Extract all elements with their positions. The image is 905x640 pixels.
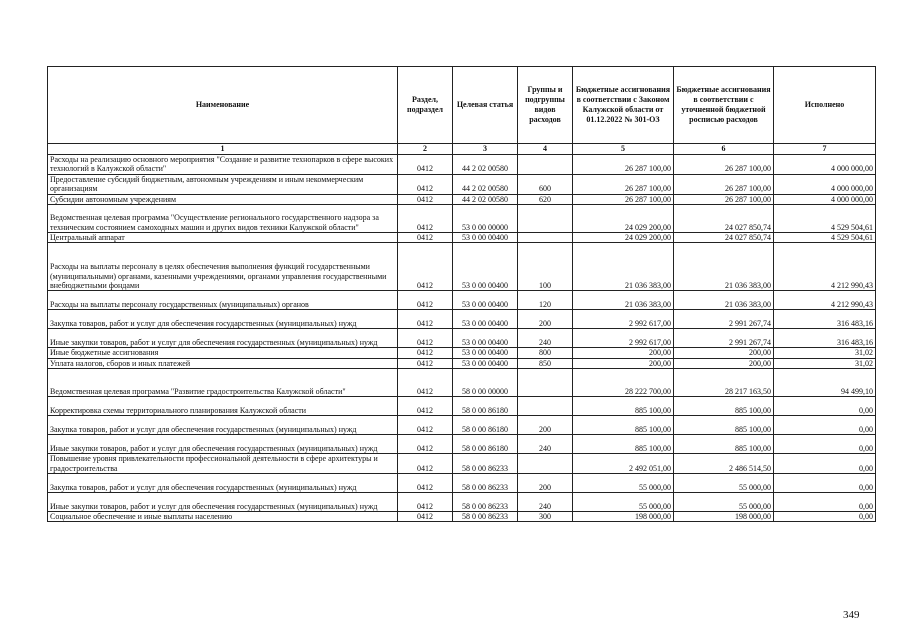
cell-name: Центральный аппарат [48,233,398,243]
cell-group: 120 [518,291,573,310]
cell-name: Корректировка схемы территориального планирования Калужской области [48,397,398,416]
cell-target: 58 0 00 86180 [453,416,518,435]
cell-refined: 24 027 850,74 [674,233,774,243]
cell-target: 58 0 00 86233 [453,493,518,512]
cell-refined: 21 036 383,00 [674,243,774,291]
cell-group: 200 [518,416,573,435]
cell-group: 850 [518,358,573,368]
cell-section: 0412 [398,369,453,397]
table-row [48,397,876,416]
cell-law: 26 287 100,00 [573,155,674,175]
cell-section: 0412 [398,358,453,368]
cell-name: Субсидии автономным учреждениям [48,194,398,204]
cell-section: 0412 [398,233,453,243]
cell-refined: 885 100,00 [674,416,774,435]
column-number: 5 [573,144,674,155]
cell-executed: 0,00 [774,474,876,493]
cell-target: 53 0 00 00400 [453,233,518,243]
cell-target: 44 2 02 00580 [453,174,518,194]
cell-executed: 0,00 [774,454,876,474]
cell-refined: 885 100,00 [674,397,774,416]
cell-section: 0412 [398,243,453,291]
cell-target: 53 0 00 00000 [453,205,518,233]
cell-target: 53 0 00 00400 [453,243,518,291]
header-law: Бюджетные ассигнования в соответствии с Законом Калужской области от 01.12.2022 № 301-ОЗ [573,67,674,144]
cell-refined: 55 000,00 [674,474,774,493]
cell-law: 2 992 617,00 [573,310,674,329]
cell-group: 240 [518,329,573,348]
cell-executed: 4 000 000,00 [774,174,876,194]
cell-target: 58 0 00 86180 [453,435,518,454]
table-row [48,512,876,522]
table-row [48,416,876,435]
cell-section: 0412 [398,416,453,435]
cell-name: Расходы на реализацию основного мероприятия "Создание и развитие технопарков в сфере высоких технологий в Калужской области" [48,155,398,175]
cell-target: 53 0 00 00400 [453,358,518,368]
cell-name: Закупка товаров, работ и услуг для обеспечения государственных (муниципальных) нужд [48,474,398,493]
cell-section: 0412 [398,329,453,348]
cell-refined: 200,00 [674,348,774,358]
cell-target: 53 0 00 00400 [453,329,518,348]
cell-executed: 4 212 990,43 [774,243,876,291]
header-name: Наименование [48,67,398,144]
cell-law: 21 036 383,00 [573,243,674,291]
table-row [48,474,876,493]
cell-section: 0412 [398,155,453,175]
cell-refined: 200,00 [674,358,774,368]
column-number: 1 [48,144,398,155]
cell-law: 198 000,00 [573,512,674,522]
table-row [48,205,876,233]
cell-executed: 316 483,16 [774,310,876,329]
cell-group [518,233,573,243]
cell-name: Повышение уровня привлекательности профессиональной деятельности в сфере архитектуры и градостроительства [48,454,398,474]
cell-law: 26 287 100,00 [573,174,674,194]
cell-group [518,454,573,474]
table-body [48,155,876,522]
cell-section: 0412 [398,512,453,522]
cell-target: 58 0 00 00000 [453,369,518,397]
cell-law: 55 000,00 [573,493,674,512]
cell-executed: 4 529 504,61 [774,233,876,243]
cell-refined: 21 036 383,00 [674,291,774,310]
cell-name: Расходы на выплаты персоналу в целях обеспечения выполнения функций государственными (муниципальными) органами, казенными учреждениями, органами управления государственными внебюджетными фондами [48,243,398,291]
cell-executed: 0,00 [774,512,876,522]
cell-refined: 26 287 100,00 [674,155,774,175]
cell-law: 200,00 [573,348,674,358]
table-row [48,454,876,474]
cell-law: 200,00 [573,358,674,368]
cell-law: 885 100,00 [573,397,674,416]
cell-group: 300 [518,512,573,522]
cell-executed: 4 212 990,43 [774,291,876,310]
cell-name: Иные закупки товаров, работ и услуг для обеспечения государственных (муниципальных) нужд [48,493,398,512]
cell-target: 58 0 00 86233 [453,454,518,474]
cell-name: Иные закупки товаров, работ и услуг для обеспечения государственных (муниципальных) нужд [48,435,398,454]
cell-section: 0412 [398,194,453,204]
table-row [48,329,876,348]
cell-name: Иные закупки товаров, работ и услуг для обеспечения государственных (муниципальных) нужд [48,329,398,348]
cell-executed: 316 483,16 [774,329,876,348]
cell-name: Уплата налогов, сборов и иных платежей [48,358,398,368]
column-number: 4 [518,144,573,155]
cell-target: 53 0 00 00400 [453,348,518,358]
cell-refined: 26 287 100,00 [674,194,774,204]
cell-group: 240 [518,435,573,454]
cell-executed: 0,00 [774,397,876,416]
cell-refined: 2 991 267,74 [674,310,774,329]
cell-group: 800 [518,348,573,358]
cell-refined: 2 991 267,74 [674,329,774,348]
column-number: 6 [674,144,774,155]
cell-executed: 31,02 [774,348,876,358]
table-row [48,155,876,175]
cell-section: 0412 [398,474,453,493]
cell-group [518,155,573,175]
table-row [48,358,876,368]
cell-law: 885 100,00 [573,416,674,435]
cell-executed: 4 000 000,00 [774,194,876,204]
column-number: 7 [774,144,876,155]
cell-executed: 4 529 504,61 [774,205,876,233]
cell-target: 58 0 00 86233 [453,474,518,493]
cell-target: 53 0 00 00400 [453,310,518,329]
column-number: 3 [453,144,518,155]
table-row [48,348,876,358]
cell-section: 0412 [398,291,453,310]
cell-law: 24 029 200,00 [573,233,674,243]
cell-section: 0412 [398,397,453,416]
cell-law: 28 222 700,00 [573,369,674,397]
cell-section: 0412 [398,348,453,358]
cell-refined: 26 287 100,00 [674,174,774,194]
table-row [48,291,876,310]
cell-law: 24 029 200,00 [573,205,674,233]
table-row [48,435,876,454]
header-target: Целевая статья [453,67,518,144]
table-row [48,369,876,397]
cell-section: 0412 [398,454,453,474]
cell-law: 885 100,00 [573,435,674,454]
cell-group: 240 [518,493,573,512]
cell-target: 58 0 00 86180 [453,397,518,416]
cell-group: 200 [518,474,573,493]
header-group: Группы и подгруппы видов расходов [518,67,573,144]
table-row [48,233,876,243]
cell-group [518,397,573,416]
cell-name: Ведомственная целевая программа "Развитие градостроительства Калужской области" [48,369,398,397]
cell-section: 0412 [398,493,453,512]
cell-target: 44 2 02 00580 [453,194,518,204]
cell-refined: 198 000,00 [674,512,774,522]
table-row [48,194,876,204]
cell-refined: 28 217 163,50 [674,369,774,397]
cell-name: Закупка товаров, работ и услуг для обеспечения государственных (муниципальных) нужд [48,310,398,329]
cell-law: 2 992 617,00 [573,329,674,348]
cell-section: 0412 [398,310,453,329]
cell-executed: 94 499,10 [774,369,876,397]
cell-target: 44 2 02 00580 [453,155,518,175]
cell-name: Ведомственная целевая программа "Осуществление регионального государственного надзора за техническим состоянием самоходных машин и других видов техники Калужской области" [48,205,398,233]
cell-law: 26 287 100,00 [573,194,674,204]
cell-refined: 885 100,00 [674,435,774,454]
cell-executed: 0,00 [774,416,876,435]
cell-refined: 55 000,00 [674,493,774,512]
cell-law: 55 000,00 [573,474,674,493]
header-row [48,67,876,144]
cell-section: 0412 [398,205,453,233]
cell-group: 200 [518,310,573,329]
budget-table [47,66,876,522]
cell-group: 620 [518,194,573,204]
cell-law: 2 492 051,00 [573,454,674,474]
cell-group [518,205,573,233]
cell-group [518,369,573,397]
cell-refined: 24 027 850,74 [674,205,774,233]
page-number: 349 [843,609,860,621]
cell-name: Социальное обеспечение и иные выплаты населению [48,512,398,522]
header-refined: Бюджетные ассигнования в соответствии с уточненной бюджетной росписью расходов [674,67,774,144]
header-executed: Исполнено [774,67,876,144]
header-section: Раздел, подраздел [398,67,453,144]
cell-group: 100 [518,243,573,291]
cell-section: 0412 [398,435,453,454]
cell-name: Расходы на выплаты персоналу государственных (муниципальных) органов [48,291,398,310]
cell-executed: 0,00 [774,493,876,512]
cell-executed: 31,02 [774,358,876,368]
table-row [48,493,876,512]
cell-executed: 4 000 000,00 [774,155,876,175]
cell-name: Закупка товаров, работ и услуг для обеспечения государственных (муниципальных) нужд [48,416,398,435]
table-row [48,243,876,291]
cell-executed: 0,00 [774,435,876,454]
column-number: 2 [398,144,453,155]
table-row [48,310,876,329]
cell-group: 600 [518,174,573,194]
cell-target: 53 0 00 00400 [453,291,518,310]
column-number-row [48,144,876,155]
table-row [48,174,876,194]
cell-name: Иные бюджетные ассигнования [48,348,398,358]
cell-refined: 2 486 514,50 [674,454,774,474]
cell-law: 21 036 383,00 [573,291,674,310]
cell-section: 0412 [398,174,453,194]
cell-target: 58 0 00 86233 [453,512,518,522]
cell-name: Предоставление субсидий бюджетным, автономным учреждениям и иным некоммерческим организациям [48,174,398,194]
